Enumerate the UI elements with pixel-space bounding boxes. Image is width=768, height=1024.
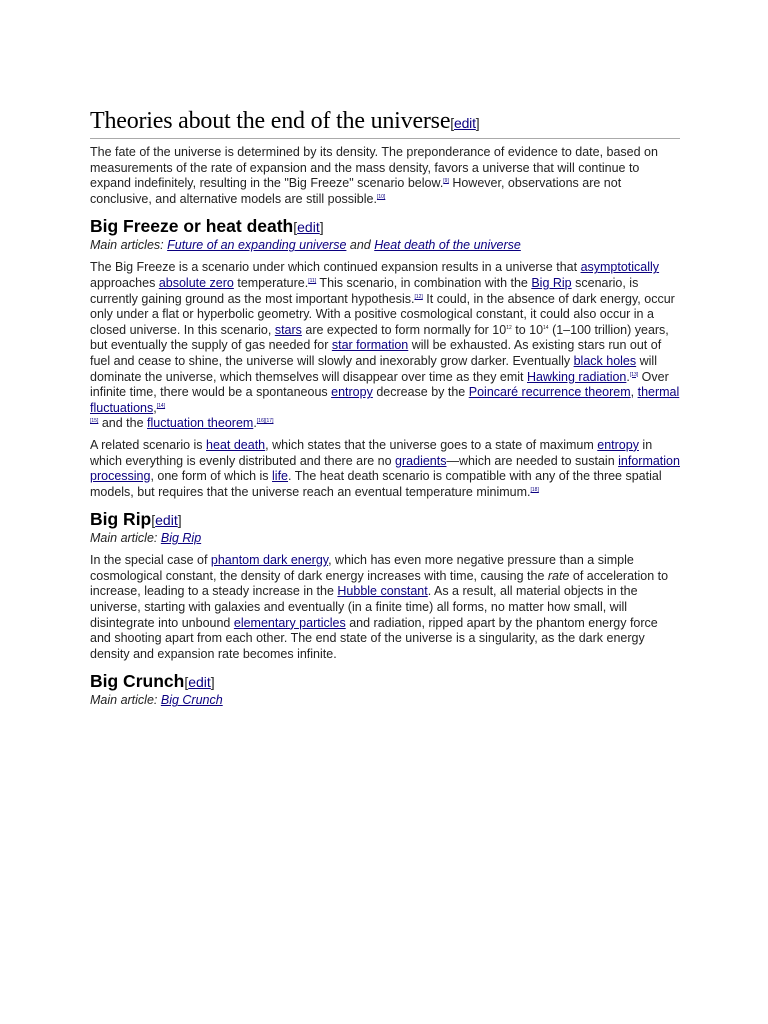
citation-link[interactable]: [9]: [443, 178, 449, 185]
link-information-processing[interactable]: information processing: [90, 453, 680, 484]
edit-section-link: [edit]: [184, 674, 215, 691]
subsection-title: Big Freeze or heat death: [90, 216, 294, 237]
paragraph-text: , which has even more negative pressure than a simple cosmological constant, the density of dark energy increases with time, causing the: [90, 553, 634, 583]
hatnote-text: and: [346, 238, 375, 253]
subsection-title: Big Rip: [90, 509, 152, 530]
link-heat-death-universe[interactable]: Heat death of the universe: [374, 238, 521, 253]
citation-link[interactable]: [14]: [156, 402, 166, 409]
paragraph-text: are expected to form normally for 10: [301, 322, 507, 337]
emphasis-rate: rate: [547, 568, 570, 583]
link-black-holes[interactable]: black holes: [573, 353, 637, 368]
edit-link[interactable]: edit: [155, 512, 178, 529]
exponent: 14: [543, 324, 549, 331]
paragraph-text: . As a result, all material objects in the universe, starting with galaxies and eventually (in a finite time) all forms, no matter how small, will disintegrate into unbound: [90, 584, 638, 630]
section-heading: [90, 107, 680, 139]
link-star-formation[interactable]: star formation: [331, 338, 409, 353]
link-future-expanding-universe[interactable]: Future of an expanding universe: [167, 238, 347, 253]
paragraph-text: (1–100 trillion) years, but eventually the supply of gas needed for: [90, 322, 669, 353]
paragraph-text: The Big Freeze is a scenario under which continued expansion results in a universe that: [90, 260, 581, 275]
paragraph-text: ,: [630, 385, 638, 400]
edit-section-link: [edit]: [151, 512, 182, 529]
link-asymptotically[interactable]: asymptotically: [580, 260, 660, 275]
hatnote-label: Main article:: [90, 693, 161, 708]
paragraph-text: temperature.: [233, 275, 309, 290]
hatnote-label: Main article:: [90, 531, 161, 546]
paragraph-text: A related scenario is: [90, 437, 207, 452]
paragraph-text: approaches: [90, 275, 159, 290]
paragraph-text: —which are needed to sustain: [446, 453, 619, 468]
link-life[interactable]: life: [272, 469, 289, 484]
paragraph-text: in which everything is evenly distributed and there are no: [90, 437, 653, 468]
citation-link[interactable]: [16][17]: [256, 418, 274, 425]
link-elementary-particles[interactable]: elementary particles: [233, 615, 346, 630]
citation-link[interactable]: [11]: [308, 277, 317, 284]
paragraph-text: .: [253, 416, 257, 431]
link-entropy[interactable]: entropy: [597, 437, 639, 452]
subsection-title: Big Crunch: [90, 671, 185, 692]
link-absolute-zero[interactable]: absolute zero: [158, 275, 234, 290]
paragraph-text: of acceleration to increase, leading to a steady increase in the: [90, 568, 669, 599]
link-big-rip[interactable]: Big Rip: [531, 275, 572, 290]
article-content: [90, 107, 680, 715]
paragraph-text: This scenario, in combination with the: [316, 275, 532, 290]
subsection-heading-big-freeze: [90, 216, 680, 238]
link-fluctuation-theorem[interactable]: fluctuation theorem: [147, 416, 254, 431]
paragraph-text: In the special case of: [90, 553, 211, 568]
paragraph-text: . The heat death scenario is compatible with any of the three spatial models, but requires that the universe reach an eventual temperature minimum.: [90, 469, 662, 499]
intro-text: The fate of the universe is determined by its density. The preponderance of evidence to date, based on measurements of the rate of expansion and the mass density, favors a universe that will continue to expand indefinitely, resulting in the "Big Freeze" scenario below.: [90, 145, 658, 191]
edit-section-link: [edit]: [450, 115, 480, 131]
big-freeze-paragraph-2: [90, 438, 680, 500]
paragraph-text: , which states that the universe goes to a state of maximum: [265, 437, 598, 452]
paragraph-text: ,: [153, 400, 157, 415]
link-hawking-radiation[interactable]: Hawking radiation: [527, 369, 627, 384]
link-gradients[interactable]: gradients: [395, 453, 447, 468]
citation-link[interactable]: [13]: [629, 371, 639, 378]
link-heat-death[interactable]: heat death: [206, 437, 266, 452]
big-freeze-paragraph-1: [90, 260, 680, 432]
subsection-heading-big-rip: [90, 509, 680, 531]
paragraph-text: to 10: [511, 322, 544, 337]
citation-link[interactable]: [12]: [414, 293, 423, 300]
link-phantom-dark-energy[interactable]: phantom dark energy: [210, 553, 329, 568]
link-poincare-recurrence[interactable]: Poincaré recurrence theorem: [468, 385, 631, 400]
edit-link[interactable]: edit: [453, 115, 476, 131]
paragraph-text: and radiation, ripped apart by the phantom energy force and shooting apart from each other. The end state of the universe is a singularity, as the dark energy density and expansion rate becomes infinite.: [90, 615, 658, 661]
paragraph-text: and the: [98, 416, 147, 431]
intro-text: However, observations are not conclusive, and alternative models are still possible.: [90, 176, 622, 206]
hatnote-label: Main articles:: [90, 238, 168, 253]
citation-link[interactable]: [10]: [376, 193, 386, 200]
big-rip-paragraph: [90, 553, 680, 662]
link-entropy[interactable]: entropy: [331, 385, 373, 400]
paragraph-text: will be exhausted. As existing stars run out of fuel and cease to shine, the universe will slowly and inexorably grow darker. Eventually: [90, 338, 662, 368]
main-article-note: [90, 693, 680, 708]
paragraph-text: scenario, is currently gaining ground as the most important hypothesis.: [90, 275, 639, 306]
link-thermal-fluctuations[interactable]: thermal fluctuations: [90, 385, 680, 415]
paragraph-text: .: [626, 369, 630, 384]
link-stars[interactable]: stars: [274, 322, 302, 337]
paragraph-text: decrease by the: [372, 385, 469, 400]
link-hubble-constant[interactable]: Hubble constant: [337, 584, 428, 599]
citation-link[interactable]: [15]: [90, 418, 99, 425]
exponent: 12: [506, 324, 512, 331]
paragraph-text: will dominate the universe, which themselves will disappear over time as they emit: [90, 353, 657, 384]
main-articles-note: [90, 238, 680, 253]
paragraph-text: , one form of which is: [150, 469, 273, 484]
citation-link[interactable]: [18]: [530, 486, 539, 493]
paragraph-text: It could, in the absence of dark energy, occur only under a flat or hyperbolic geometry. With a positive cosmological constant, it could also occur in a closed universe. In this scenario,: [90, 291, 675, 337]
section-title: Theories about the end of the universe: [90, 108, 451, 134]
intro-paragraph: [90, 145, 680, 207]
link-big-crunch-main[interactable]: Big Crunch: [160, 693, 223, 708]
link-big-rip-main[interactable]: Big Rip: [160, 531, 202, 546]
edit-link[interactable]: edit: [188, 674, 211, 691]
main-article-note: [90, 531, 680, 546]
edit-link[interactable]: edit: [297, 219, 320, 236]
subsection-heading-big-crunch: [90, 671, 680, 693]
edit-section-link: [edit]: [293, 219, 324, 236]
paragraph-text: Over infinite time, there would be a spontaneous: [90, 369, 669, 400]
